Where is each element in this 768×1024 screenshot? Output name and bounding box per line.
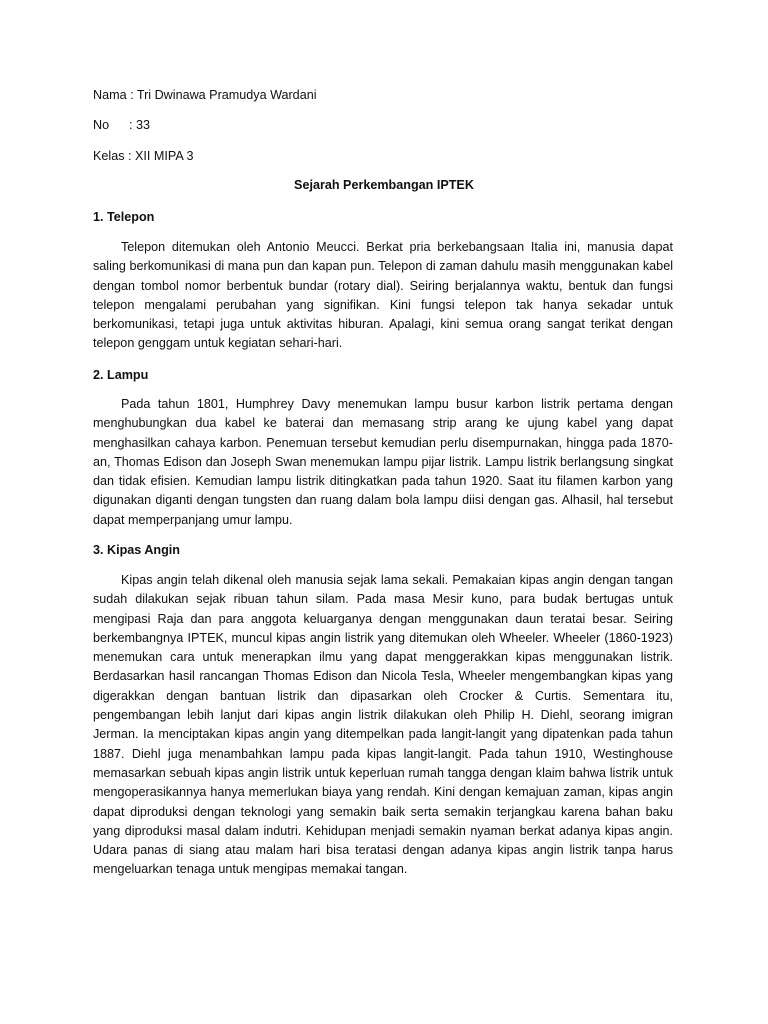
document-title: Sejarah Perkembangan IPTEK <box>294 178 474 192</box>
student-name: Nama : Tri Dwinawa Pramudya Wardani <box>93 88 317 102</box>
section-body-lampu: Pada tahun 1801, Humphrey Davy menemukan lampu busur karbon listrik pertama dengan menghubungkan dua kabel ke baterai dan memasang strip arang ke ujung kabel yang dapat menghasilkan cahaya karbon. Penemuan tersebut kemudian perlu disempurnakan, hingga pada 1870-an, Thomas Edison dan Joseph Swan menemukan lampu pijar listrik. Lampu listrik berlangsung singkat dan tidak efisien. Kemudian lampu listrik ditingkatkan pada tahun 1920. Saat itu filamen karbon yang digunakan diganti dengan tungsten dan ruang dalam bola lampu diisi dengan gas. Alhasil, hal tersebut dapat memperpanjang umur lampu. <box>93 397 673 527</box>
student-class: Kelas : XII MIPA 3 <box>93 149 194 163</box>
section-heading-kipas-angin: 3. Kipas Angin <box>93 543 180 557</box>
section-body-kipas-angin: Kipas angin telah dikenal oleh manusia sejak lama sekali. Pemakaian kipas angin dengan tangan sudah dilakukan sejak ribuan tahun silam. Pada masa Mesir kuno, para budak bertugas untuk mengipasi Raja dan para anggota keluarganya dengan menggunakan daun teratai besar. Seiring berkembangnya IPTEK, muncul kipas angin listrik yang ditemukan oleh Wheeler. Wheeler (1860-1923) menemukan cara untuk menerapkan ilmu yang dapat menggerakkan kipas menggunakan listrik. Berdasarkan hasil rancangan Thomas Edison dan Nicola Tesla, Wheeler mengembangkan kipas yang digerakkan dengan bantuan listrik dan dipasarkan oleh Crocker & Curtis. Sementara itu, pengembangan lebih lanjut dari kipas angin listrik dilakukan oleh Philip H. Diehl, seorang imigran Jerman. Ia menciptakan kipas angin yang ditempelkan pada langit-langit yang dipatenkan pada tahun 1887. Diehl juga menambahkan lampu pada kipas langit-langit. Pada tahun 1910, Westinghouse memasarkan sebuah kipas angin listrik untuk keperluan rumah tangga dengan klaim bahwa listrik untuk mengoperasikannya hanya memerlukan biaya yang rendah. Kini dengan kemajuan zaman, kipas angin dapat diproduksi dengan teknologi yang semakin baik serta semakin terjangkau karena bahan baku yang diproduksi masal dalam indutri. Kehidupan menjadi semakin nyaman berkat adanya kipas angin. Udara panas di siang atau malam hari bisa teratasi dengan adanya kipas angin listrik tanpa harus mengeluarkan tenaga untuk mengipas memakai tangan. <box>93 573 673 877</box>
section-heading-telepon: 1. Telepon <box>93 210 155 224</box>
number-value: : 33 <box>129 118 151 132</box>
number-label: No <box>93 118 110 132</box>
student-number <box>93 116 293 135</box>
section-heading-lampu: 2. Lampu <box>93 368 149 382</box>
section-body-telepon: Telepon ditemukan oleh Antonio Meucci. Berkat pria berkebangsaan Italia ini, manusia dapat saling berkomunikasi di mana pun dan kapan pun. Telepon di zaman dahulu masih menggunakan kabel dengan tombol nomor berbentuk bundar (rotary dial). Seiring berjalannya waktu, bentuk dan fungsi telepon mengalami perubahan yang signifikan. Kini fungsi telepon tak hanya sekadar untuk berkomunikasi, tetapi juga untuk aktivitas hiburan. Apalagi, kini semua orang sangat terikat dengan telepon genggam untuk kegiatan sehari-hari. <box>93 240 673 351</box>
